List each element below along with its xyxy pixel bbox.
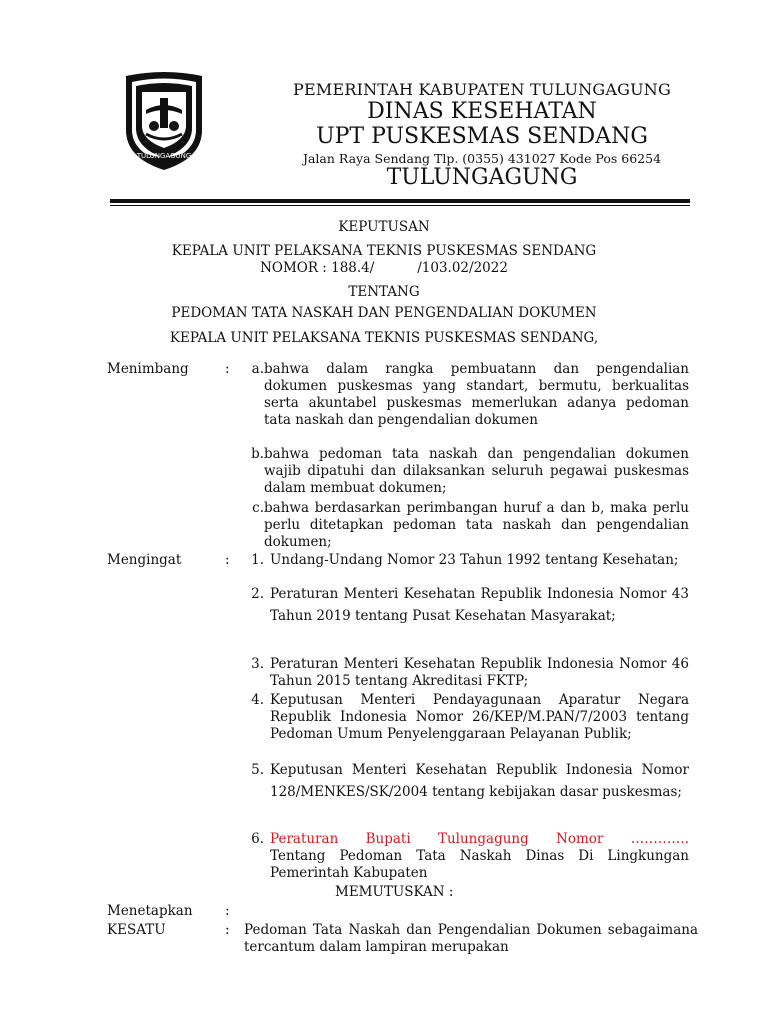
- city-name: TULUNGAGUNG: [386, 165, 578, 190]
- legal-basis-text: Peraturan Menteri Kesehatan Republik Indonesia Nomor 46 Tahun 2015 tentang Akreditasi FKTP;: [270, 656, 689, 689]
- mengingat-colon: :: [225, 552, 230, 568]
- svg-text:TULUNGAGUNG: TULUNGAGUNG: [136, 152, 192, 160]
- legal-basis-marker: 2.: [251, 586, 264, 602]
- consideration-text: bahwa berdasarkan perimbangan huruf a dan b, maka perlu perlu ditetapkan pedoman tata naskah dan pengendalian dokumen;: [264, 500, 689, 550]
- kesatu-label: KESATU: [107, 922, 166, 938]
- consideration-marker: b.: [251, 446, 264, 462]
- kesatu-text: Pedoman Tata Naskah dan Pengendalian Dokumen sebagaimana tercantum dalam lampiran merupakan: [244, 922, 698, 955]
- legal-basis-marker: 4.: [251, 692, 264, 708]
- consideration-marker: a.: [251, 361, 264, 377]
- menetapkan-colon: :: [225, 903, 230, 919]
- address: Jalan Raya Sendang Tlp. (0355) 431027 Kode Pos 66254: [302, 151, 662, 166]
- memutuskan-heading: MEMUTUSKAN :: [335, 884, 454, 900]
- consideration-text: bahwa pedoman tata naskah dan pengendalian dokumen wajib dipatuhi dan dilaksankan seluruh pegawai puskesmas dalam membuat dokumen;: [264, 446, 689, 496]
- menetapkan-label: Menetapkan: [107, 903, 193, 919]
- menimbang-label: Menimbang: [107, 361, 189, 377]
- kesatu-colon: :: [225, 922, 230, 938]
- decree-number: NOMOR : 188.4/ /103.02/2022: [260, 260, 508, 276]
- consideration-marker: c.: [252, 500, 264, 516]
- decree-subject: PEDOMAN TATA NASKAH DAN PENGENDALIAN DOKUMEN: [171, 305, 597, 321]
- tulungagung-crest-logo: [116, 70, 212, 174]
- about-heading: TENTANG: [348, 284, 420, 300]
- letterhead-divider-thin: [110, 205, 690, 206]
- legal-basis-text: Keputusan Menteri Kesehatan Republik Indonesia Nomor 128/MENKES/SK/2004 tentang kebijakan dasar puskesmas;: [270, 762, 689, 800]
- doc-type-heading: KEPUTUSAN: [338, 219, 430, 235]
- legal-basis-marker: 1.: [251, 552, 264, 568]
- menimbang-colon: :: [225, 361, 230, 377]
- legal-basis-marker: 6.: [251, 831, 264, 847]
- legal-basis-marker: 3.: [251, 656, 264, 672]
- legal-basis-marker: 5.: [251, 762, 264, 778]
- government-name: PEMERINTAH KABUPATEN TULUNGAGUNG: [293, 80, 671, 99]
- unit-name: UPT PUSKESMAS SENDANG: [316, 124, 648, 149]
- issuing-official-signatory: KEPALA UNIT PELAKSANA TEKNIS PUSKESMAS SENDANG,: [169, 330, 599, 346]
- consideration-text: bahwa dalam rangka pembuatann dan pengendalian dokumen puskesmas yang standart, bermutu, berkualitas serta akuntabel puskesmas memerlukan adanya pedoman tata naskah dan pengendalian dokumen: [264, 361, 689, 428]
- legal-basis-text: Tentang Pedoman Tata Naskah Dinas Di Lingkungan Pemerintah Kabupaten: [270, 848, 689, 881]
- legal-basis-text: Undang-Undang Nomor 23 Tahun 1992 tentang Kesehatan;: [270, 552, 679, 568]
- letterhead-divider-thick: [110, 199, 690, 203]
- legal-basis-text: Peraturan Menteri Kesehatan Republik Indonesia Nomor 43 Tahun 2019 tentang Pusat Kesehatan Masyarakat;: [270, 586, 689, 624]
- legal-basis-text-highlight: Peraturan Bupati Tulungagung Nomor ………….: [270, 831, 689, 847]
- agency-name: DINAS KESEHATAN: [367, 99, 597, 124]
- mengingat-label: Mengingat: [107, 552, 182, 568]
- legal-basis-text: Keputusan Menteri Pendayagunaan Aparatur Negara Republik Indonesia Nomor 26/KEP/M.PAN/7/2003 tentang Pedoman Umum Penyelenggaraan Pelayanan Publik;: [270, 692, 689, 742]
- issuing-official: KEPALA UNIT PELAKSANA TEKNIS PUSKESMAS SENDANG: [171, 243, 597, 259]
